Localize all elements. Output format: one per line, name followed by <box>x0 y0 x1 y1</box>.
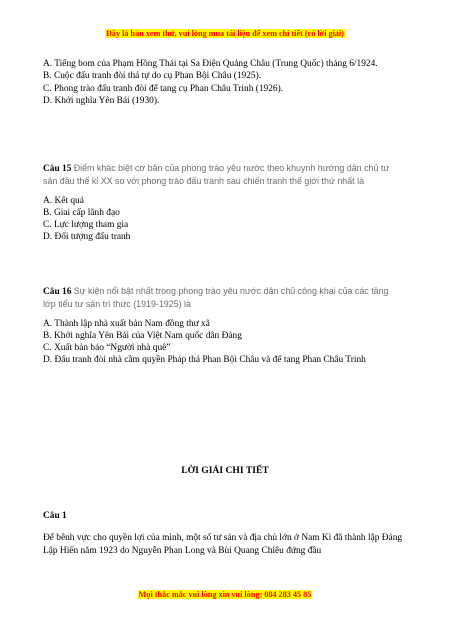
option-a: A. Tiếng bom của Phạm Hồng Thái tại Sa Điện Quảng Châu (Trung Quốc) tháng 6/1924. <box>43 59 378 69</box>
solution-1-label: Câu 1 <box>43 511 67 521</box>
question-15-text: Điểm khác biệt cơ bản của phong trào yêu nước theo khuynh hướng dân chủ tư sản đầu thế kỉ XX so với phong trào đấu tranh sau chiến tranh thế giới thứ nhất là <box>43 163 390 187</box>
preview-notice-text: Đây là bản xem thử, vui lòng mua tài liệu để xem chi tiết (có lời giải) <box>105 29 344 38</box>
question-16-option-c: C. Xuất bản báo “Người nhà quê” <box>43 343 171 354</box>
question-15-option-c: C. Lực lượng tham gia <box>43 220 129 231</box>
question-15 <box>43 162 403 244</box>
contact-banner <box>0 590 450 599</box>
option-d: D. Khởi nghĩa Yên Bái (1930). <box>43 95 160 106</box>
question-16-option-b: B. Khởi nghĩa Yên Bái của Việt Nam quốc dân Đảng <box>43 330 242 341</box>
solution-1-text: Để bênh vực cho quyền lợi của mình, một số tư sản và địa chủ lớn ở Nam Kì đã thành lập Đảng Lập Hiến năm 1923 do Nguyễn Phan Long và Bùi Quang Chiêu đứng đầu <box>43 533 403 556</box>
question-15-stem <box>43 162 403 189</box>
previous-question-options <box>43 58 403 107</box>
question-15-option-d: D. Đối tượng đấu tranh <box>43 232 131 243</box>
question-16-label: Câu 16 <box>43 287 72 297</box>
question-16-option-a: A. Thành lập nhà xuất bản Nam đồng thư xã <box>43 318 210 329</box>
solution-1 <box>43 510 403 557</box>
question-15-option-a: A. Kết quả <box>43 195 84 206</box>
option-b: B. Cuộc đấu tranh đòi thả tự do cụ Phan Bội Châu (1925). <box>43 71 262 82</box>
question-16-text: Sự kiện nổi bật nhất trong phong trào yêu nước dân chủ công khai của các tầng lớp tiểu tư sản trí thức (1919-1925) là <box>43 286 389 310</box>
contact-text: Mọi thắc mắc vui lòng xin vui lòng: 084 283 45 85 <box>138 590 312 599</box>
question-15-option-b: B. Giai cấp lãnh đạo <box>43 207 120 218</box>
question-16 <box>43 285 403 367</box>
solution-heading: LỜI GIẢI CHI TIẾT <box>181 465 269 476</box>
preview-notice-banner <box>0 29 450 38</box>
question-16-stem <box>43 285 403 312</box>
option-c: C. Phong trào đấu tranh đòi để tang cụ Phan Châu Trinh (1926). <box>43 83 284 94</box>
question-16-option-d: D. Đấu tranh đòi nhà cầm quyền Pháp thả Phan Bội Châu và để tang Phan Châu Trinh <box>43 355 366 366</box>
question-15-label: Câu 15 <box>43 164 72 174</box>
